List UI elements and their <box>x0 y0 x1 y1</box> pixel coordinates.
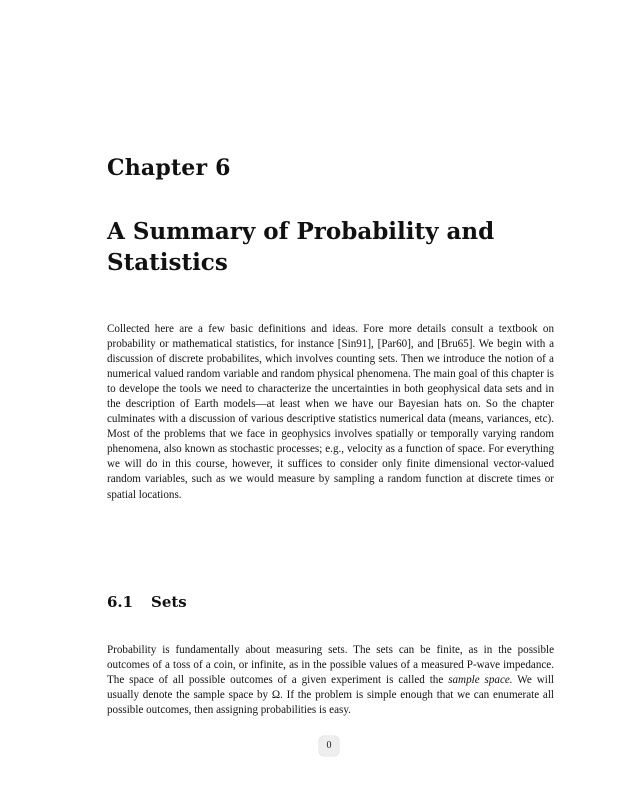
section-title: Sets <box>151 593 187 611</box>
section-heading <box>107 593 187 611</box>
page-number: 0 <box>319 736 339 756</box>
sample-space-term: sample space. <box>448 674 513 687</box>
sets-paragraph-part2: We will usually denote the sample space by Ω. If the problem is simple enough that we can enumerate all possible outcomes, then assigning probabilities is easy. <box>107 674 554 717</box>
sets-paragraph <box>107 643 554 718</box>
section-number: 6.1 <box>107 593 134 611</box>
chapter-label: Chapter 6 <box>107 155 231 181</box>
intro-paragraph: Collected here are a few basic definitions and ideas. Fore more details consult a textbook on probability or mathematical statistics, for instance [Sin91], [Par60], and [Bru65]. We begin with a discussion of discrete probabilites, which involves counting sets. Then we introduce the notion of a numerical valued random variable and random physical phenomena. The main goal of this chapter is to develope the tools we need to characterize the uncertainties in both geophysical data sets and in the description of Earth models—at least when we have our Bayesian hats on. So the chapter culminates with a discussion of various descriptive statistics numerical data (means, variances, etc). Most of the problems that we face in geophysics involves spatially or temporally varying random phenomena, also known as stochastic processes; e.g., velocity as a function of space. For everything we will do in this course, however, it suffices to consider only finite dimensional vector-valued random variables, such as we would measure by sampling a random function at discrete times or spatial locations. <box>107 323 554 501</box>
chapter-title: A Summary of Probability and Statistics <box>107 218 495 276</box>
sets-paragraph-part1: Probability is fundamentally about measuring sets. The sets can be finite, as in the possible outcomes of a toss of a coin, or infinite, as in the possible values of a measured P-wave impedance. The space of all possible outcomes of a given experiment is called the <box>107 644 554 687</box>
